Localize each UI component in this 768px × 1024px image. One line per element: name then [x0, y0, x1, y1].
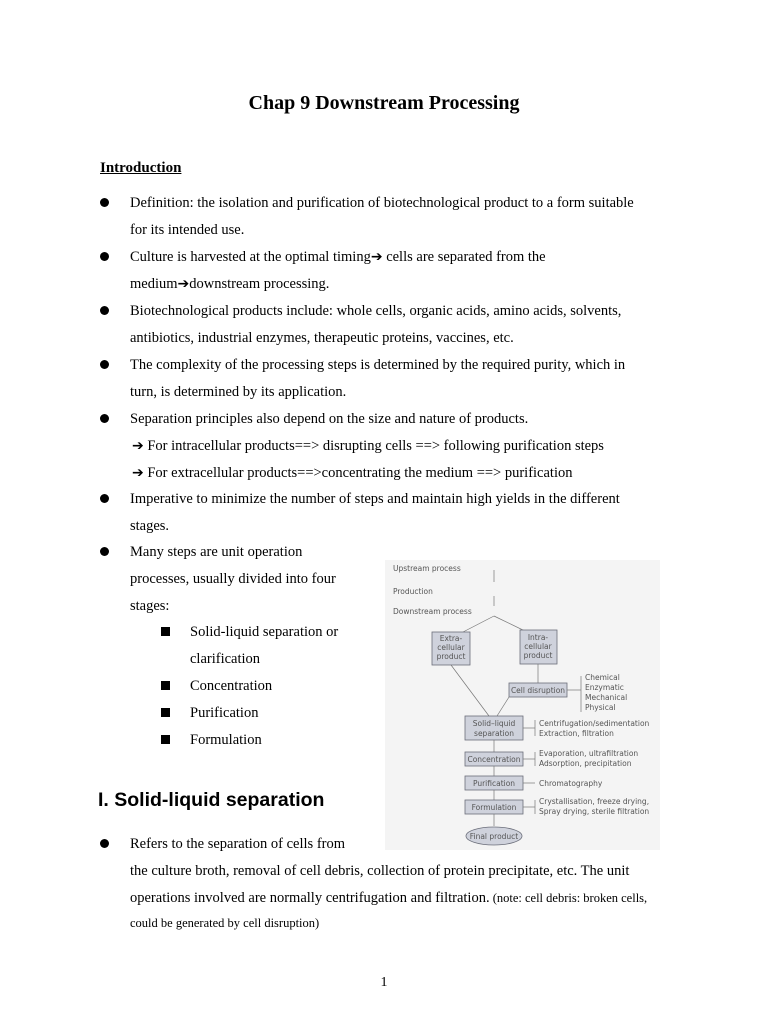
form-methods-1: Crystallisation, freeze drying,: [539, 797, 650, 806]
solid-liquid-label: Solid–liquid: [472, 719, 516, 728]
intracellular-label: product: [523, 651, 553, 660]
introduction-heading: Introduction: [100, 160, 182, 176]
stage-clarification: clarification: [190, 651, 261, 667]
bullet-separation-sub2: [132, 464, 573, 482]
bullet-marker: [100, 839, 109, 848]
square-bullet-marker: [161, 735, 170, 744]
flow-arrow: [451, 665, 489, 716]
flow-diagram-svg: [385, 560, 660, 850]
page-number: 1: [380, 975, 388, 990]
pur-methods: Chromatography: [539, 779, 603, 788]
stage-formulation: Formulation: [190, 732, 262, 748]
section1-line4: could be generated by cell disruption): [130, 916, 320, 930]
final-product-label: Final product: [469, 832, 519, 841]
cd-method-chemical: Chemical: [585, 673, 620, 682]
diagram-production-label: Production: [393, 587, 433, 596]
bullet-separation-sub1: [132, 437, 604, 455]
stage-purification: Purification: [190, 705, 259, 721]
conc-methods-1: Evaporation, ultrafiltration: [539, 749, 639, 758]
bullet-imperative-line1: Imperative to minimize the number of steps and maintain high yields in the different: [130, 491, 620, 507]
extracellular-label: cellular: [437, 643, 465, 652]
section1-line3-main: operations involved are normally centrifugation and filtration.: [130, 890, 490, 906]
right-arrow-icon: ➔: [370, 249, 383, 265]
square-bullet-marker: [161, 681, 170, 690]
stage-solid-liquid: Solid-liquid separation or: [190, 624, 339, 640]
bullet-marker: [100, 547, 109, 556]
diagram-downstream-label: Downstream process: [393, 607, 472, 616]
solid-liquid-label: separation: [474, 729, 514, 738]
harvest-text-a: Culture is harvested at the optimal timing: [130, 249, 371, 265]
bullet-marker: [100, 414, 109, 423]
cd-method-mechanical: Mechanical: [585, 693, 628, 702]
bullet-marker: [100, 306, 109, 315]
square-bullet-marker: [161, 627, 170, 636]
concentration-label: Concentration: [467, 755, 521, 764]
extracellular-label: Extra-: [439, 634, 463, 643]
right-arrow-icon: ➔: [132, 438, 144, 454]
section1-line1: Refers to the separation of cells from: [130, 836, 346, 852]
bullet-imperative-line2: stages.: [130, 518, 170, 534]
intracellular-label: Intra-: [527, 633, 549, 642]
sl-methods-2: Extraction, filtration: [539, 729, 614, 738]
flow-arrow: [494, 616, 527, 632]
harvest-text-c: medium: [130, 276, 178, 292]
bullet-complexity-line2: turn, is determined by its application.: [130, 384, 347, 400]
conc-methods-2: Adsorption, precipitation: [539, 759, 632, 768]
extracellular-text: For extracellular products==>concentrating the medium ==> purification: [143, 465, 573, 481]
diagram-upstream-label: Upstream process: [393, 564, 461, 573]
flow-arrow: [497, 697, 509, 716]
bullet-separation-line1: Separation principles also depend on the size and nature of products.: [130, 411, 529, 427]
cd-method-physical: Physical: [585, 703, 616, 712]
section1-line2: the culture broth, removal of cell debris, collection of protein precipitate, etc. The unit: [130, 863, 630, 879]
bullet-marker: [100, 198, 109, 207]
form-methods-2: Spray drying, sterile filtration: [539, 807, 650, 816]
section-heading-solid-liquid: I. Solid-liquid separation: [98, 789, 325, 811]
page-title: Chap 9 Downstream Processing: [248, 92, 520, 114]
cell-disruption-label: Cell disruption: [510, 686, 566, 695]
bullet-harvest-line2: [130, 275, 329, 293]
harvest-text-b: cells are separated from the: [382, 249, 546, 265]
right-arrow-icon: ➔: [177, 276, 190, 292]
flow-arrow: [463, 616, 494, 632]
intracellular-label: cellular: [524, 642, 552, 651]
harvest-text-d: downstream processing.: [189, 276, 330, 292]
square-bullet-marker: [161, 708, 170, 717]
intracellular-text: For intracellular products==> disrupting cells ==> following purification steps: [143, 438, 604, 454]
formulation-label: Formulation: [471, 803, 517, 812]
bullet-marker: [100, 360, 109, 369]
cd-method-enzymatic: Enzymatic: [585, 683, 624, 692]
right-arrow-icon: ➔: [132, 465, 144, 481]
extracellular-label: product: [436, 652, 466, 661]
sl-methods-1: Centrifugation/sedimentation: [539, 719, 650, 728]
bullet-marker: [100, 494, 109, 503]
bullet-products-line2: antibiotics, industrial enzymes, therapeutic proteins, vaccines, etc.: [130, 330, 514, 346]
bullet-steps-line2: processes, usually divided into four: [130, 571, 336, 587]
bullet-marker: [100, 252, 109, 261]
purification-label: Purification: [472, 779, 516, 788]
bullet-definition-line2: for its intended use.: [130, 222, 245, 238]
section1-note: (note: cell debris: broken cells,: [489, 891, 648, 905]
downstream-flow-diagram: [385, 560, 660, 850]
bullet-products-line1: Biotechnological products include: whole cells, organic acids, amino acids, solvents,: [130, 303, 622, 319]
bullet-complexity-line1: The complexity of the processing steps is determined by the required purity, which in: [130, 357, 626, 373]
bullet-harvest-line1: [130, 248, 546, 266]
bullet-definition-line1: Definition: the isolation and purification of biotechnological product to a form suitable: [130, 195, 634, 211]
section1-line3: [130, 889, 647, 907]
bullet-steps-line3: stages:: [130, 598, 170, 614]
bullet-steps-line1: Many steps are unit operation: [130, 544, 303, 560]
stage-concentration: Concentration: [190, 678, 273, 694]
